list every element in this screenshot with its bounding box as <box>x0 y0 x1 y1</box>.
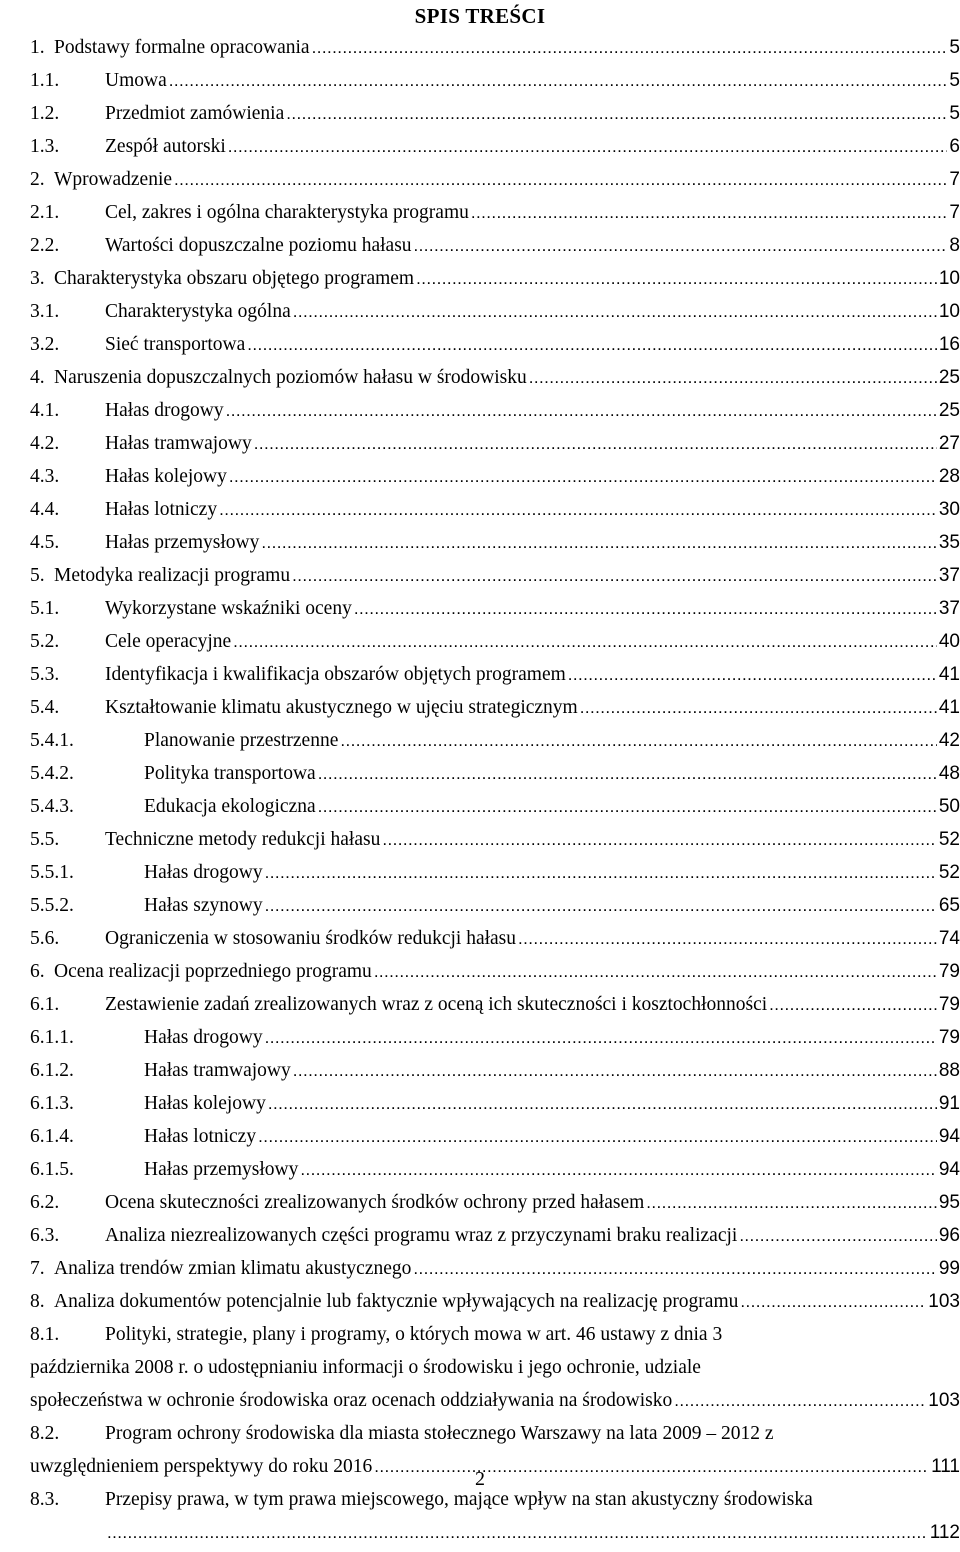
toc-entry[interactable] <box>30 826 960 859</box>
toc-entry-number: 5.3. <box>30 664 60 685</box>
toc-entry-title: października 2008 r. o udostępnianiu informacji o środowisku i jego ochronie, udziale <box>30 1357 701 1378</box>
toc-entry-title: Analiza trendów zmian klimatu akustycznego <box>54 1258 412 1279</box>
toc-entry-title: uwzględnieniem perspektywy do roku 2016 <box>30 1456 373 1477</box>
toc-entry-number: 4.1. <box>30 400 60 421</box>
toc-entry-page: 94 <box>938 1159 960 1180</box>
toc-entry-number: 5.5.2. <box>30 895 74 916</box>
toc-entry-body <box>105 133 960 161</box>
toc-entry-body <box>144 727 960 755</box>
toc-entry[interactable] <box>30 1420 960 1453</box>
toc-entry[interactable] <box>30 1288 960 1321</box>
dot-leader <box>292 562 937 590</box>
toc-entry-continuation <box>30 1354 960 1387</box>
toc-entry-page: 5 <box>949 103 960 124</box>
toc-entry-body <box>105 67 960 95</box>
toc-entry-page: 52 <box>938 829 960 850</box>
toc-entry-number: 1.3. <box>30 136 60 157</box>
toc-entry-page: 27 <box>938 433 960 454</box>
toc-entry-body <box>105 496 960 524</box>
toc-entry-title: Hałas szynowy <box>144 895 263 916</box>
dot-leader <box>265 1024 937 1052</box>
toc-entry-number: 6.3. <box>30 1225 60 1246</box>
toc-entry-number: 5.4.3. <box>30 796 74 817</box>
toc-entry-body <box>105 991 960 1019</box>
toc-entry-number: 5.2. <box>30 631 60 652</box>
toc-entry-page: 25 <box>938 367 960 388</box>
dot-leader <box>318 760 937 788</box>
toc-entry-title: Techniczne metody redukcji hałasu <box>105 829 381 850</box>
toc-entry-title: Umowa <box>105 70 167 91</box>
toc-entry-title: Hałas przemysłowy <box>144 1159 299 1180</box>
toc-entry-number: 2.2. <box>30 235 60 256</box>
toc-entry-body <box>54 1288 960 1316</box>
toc-entry-title: Cele operacyjne <box>105 631 232 652</box>
toc-entry-number: 6.1. <box>30 994 60 1015</box>
dot-leader <box>580 694 937 722</box>
toc-entry-page: 103 <box>928 1390 960 1411</box>
toc-entry-body <box>105 1420 960 1448</box>
toc-entry-body <box>144 1123 960 1151</box>
toc-entry-page: 16 <box>938 334 960 355</box>
toc-entry[interactable] <box>30 628 960 661</box>
toc-entry-title: Hałas kolejowy <box>144 1093 266 1114</box>
toc-entry-page: 5 <box>949 37 960 58</box>
toc-entry-title: Ocena skuteczności zrealizowanych środków ochrony przed hałasem <box>105 1192 645 1213</box>
toc-entry-body <box>144 1024 960 1052</box>
toc-entry[interactable] <box>30 34 960 67</box>
toc-entry-title: Hałas tramwajowy <box>105 433 252 454</box>
dot-leader <box>293 298 937 326</box>
toc-entry-body <box>54 34 960 62</box>
toc-entry-body <box>105 694 960 722</box>
toc-entry-body <box>105 430 960 458</box>
toc-entry-page: 99 <box>938 1258 960 1279</box>
toc-entry-page: 42 <box>938 730 960 751</box>
toc-entry[interactable] <box>30 793 960 826</box>
toc-entry[interactable] <box>30 232 960 265</box>
toc-entry-number: 2. <box>30 169 45 190</box>
dot-leader <box>739 1222 937 1250</box>
page-number: 2 <box>475 1468 485 1490</box>
toc-entry-title: Hałas kolejowy <box>105 466 227 487</box>
toc-entry-title: Metodyka realizacji programu <box>54 565 291 586</box>
toc-entry-title: Podstawy formalne opracowania <box>54 37 310 58</box>
toc-entry-page: 6 <box>949 136 960 157</box>
toc-entry-body <box>105 199 960 227</box>
toc-entry-number: 5.4.1. <box>30 730 74 751</box>
toc-entry-page: 79 <box>938 961 960 982</box>
toc-entry-page: 41 <box>938 697 960 718</box>
toc-entry-title: Hałas lotniczy <box>144 1126 257 1147</box>
toc-entry-title: Ocena realizacji poprzedniego programu <box>54 961 372 982</box>
toc-entry-page: 41 <box>938 664 960 685</box>
toc-entry-body <box>54 265 960 293</box>
toc-entry[interactable] <box>30 529 960 562</box>
toc-entry-body <box>54 958 960 986</box>
toc-entry-page: 74 <box>938 928 960 949</box>
toc-entry-title: Charakterystyka obszaru objętego programem <box>54 268 415 289</box>
toc-entry-page: 65 <box>938 895 960 916</box>
toc-entry[interactable] <box>30 331 960 364</box>
toc-entry-number: 5.1. <box>30 598 60 619</box>
dot-leader <box>261 529 937 557</box>
toc-entry-page: 35 <box>938 532 960 553</box>
toc-entry-number: 5. <box>30 565 45 586</box>
toc-entry[interactable] <box>30 298 960 331</box>
toc-entry-body <box>144 1090 960 1118</box>
dot-leader <box>382 826 937 854</box>
toc-entry-title: Cel, zakres i ogólna charakterystyka programu <box>105 202 469 223</box>
toc-entry-body <box>144 1156 960 1184</box>
toc-entry-number: 5.6. <box>30 928 60 949</box>
toc-entry-page: 40 <box>938 631 960 652</box>
toc-entry[interactable] <box>30 925 960 958</box>
dot-leader <box>646 1189 937 1217</box>
toc-entry-page: 103 <box>928 1291 960 1312</box>
dot-leader <box>226 397 937 425</box>
toc-entry[interactable] <box>30 1321 960 1354</box>
toc-entry-title: Hałas drogowy <box>144 862 263 883</box>
toc-entry-title: społeczeństwa w ochronie środowiska oraz ocenach oddziaływania na środowisko <box>30 1390 673 1411</box>
toc-entry-number: 6.1.3. <box>30 1093 74 1114</box>
toc-entry[interactable] <box>30 463 960 496</box>
toc-entry[interactable] <box>30 133 960 166</box>
toc-entry-body <box>105 463 960 491</box>
toc-entry-page: 10 <box>938 268 960 289</box>
toc-entry-body <box>105 595 960 623</box>
toc-entry-page: 79 <box>938 1027 960 1048</box>
toc-entry-page: 50 <box>938 796 960 817</box>
toc-entry[interactable] <box>30 67 960 100</box>
toc-entry-title: Polityki, strategie, plany i programy, o których mowa w art. 46 ustawy z dnia 3 <box>105 1324 723 1345</box>
toc-entry-number: 6. <box>30 961 45 982</box>
toc-entry-page: 91 <box>938 1093 960 1114</box>
toc-entry-number: 5.4. <box>30 697 60 718</box>
toc-entry-title: Wprowadzenie <box>54 169 173 190</box>
toc-entry-number: 8.3. <box>30 1489 60 1510</box>
toc-entry[interactable] <box>30 1222 960 1255</box>
dot-leader <box>312 34 948 62</box>
toc-entry[interactable] <box>30 562 960 595</box>
toc-entry-number: 4.2. <box>30 433 60 454</box>
toc-entry-number: 1.2. <box>30 103 60 124</box>
toc-entry-page: 94 <box>938 1126 960 1147</box>
dot-leader <box>374 958 937 986</box>
toc-entry[interactable] <box>30 1090 960 1123</box>
toc-entry[interactable] <box>30 199 960 232</box>
toc-entry-body <box>105 100 960 128</box>
dot-leader <box>354 595 937 623</box>
toc-entry-number: 5.4.2. <box>30 763 74 784</box>
toc-entry-title: Wartości dopuszczalne poziomu hałasu <box>105 235 412 256</box>
toc-entry[interactable] <box>30 166 960 199</box>
toc-entry-body <box>105 1222 960 1250</box>
toc-entry-title: Charakterystyka ogólna <box>105 301 291 322</box>
toc-entry-body <box>105 628 960 656</box>
toc-entry[interactable] <box>30 859 960 892</box>
toc-entry-body <box>105 661 960 689</box>
toc-entry-number: 7. <box>30 1258 45 1279</box>
toc-entry-body <box>54 562 960 590</box>
toc-entry-page: 10 <box>938 301 960 322</box>
dot-leader <box>233 628 937 656</box>
toc-entry-page: 96 <box>938 1225 960 1246</box>
toc-entry-body <box>105 826 960 854</box>
toc-entry[interactable] <box>30 1123 960 1156</box>
toc-entry-title: Analiza dokumentów potencjalnie lub faktycznie wpływających na realizację programu <box>54 1291 739 1312</box>
toc-entry[interactable] <box>30 760 960 793</box>
toc-entry-page: 111 <box>931 1456 960 1477</box>
toc-entry-page: 112 <box>929 1522 960 1543</box>
dot-leader <box>293 1057 937 1085</box>
toc-entry-number: 1.1. <box>30 70 60 91</box>
toc-entry-number: 2.1. <box>30 202 60 223</box>
dot-leader <box>300 1156 937 1184</box>
toc-entry-number: 6.1.4. <box>30 1126 74 1147</box>
toc-entry[interactable] <box>30 991 960 1024</box>
toc-entry-number: 8.2. <box>30 1423 60 1444</box>
toc-entry-title: Przedmiot zamówienia <box>105 103 285 124</box>
toc-entry-title: Zestawienie zadań zrealizowanych wraz z oceną ich skuteczności i kosztochłonności <box>105 994 768 1015</box>
toc-entry-page: 79 <box>938 994 960 1015</box>
toc-entry-title: Ograniczenia w stosowaniu środków redukcji hałasu <box>105 928 517 949</box>
dot-leader <box>340 727 936 755</box>
toc-entry-page: 37 <box>938 598 960 619</box>
toc-entry-number: 1. <box>30 37 45 58</box>
toc-entry[interactable] <box>30 1024 960 1057</box>
toc-entry[interactable] <box>30 430 960 463</box>
toc-entry[interactable] <box>30 595 960 628</box>
toc-entry-body <box>54 166 960 194</box>
dot-leader <box>229 463 937 491</box>
dot-leader <box>219 496 937 524</box>
dot-leader <box>518 925 937 953</box>
toc-entry[interactable] <box>30 397 960 430</box>
toc-entry[interactable] <box>30 892 960 925</box>
toc-entry-number: 3. <box>30 268 45 289</box>
toc-entry-title: Hałas drogowy <box>144 1027 263 1048</box>
toc-entry-number: 4.4. <box>30 499 60 520</box>
dot-leader <box>268 1090 937 1118</box>
toc-entry-title: Program ochrony środowiska dla miasta stołecznego Warszawy na lata 2009 – 2012 z <box>105 1423 774 1444</box>
toc-entry-number: 6.1.2. <box>30 1060 74 1081</box>
toc-entry-page: 5 <box>949 70 960 91</box>
toc-entry[interactable] <box>30 694 960 727</box>
toc-entry-number: 4.3. <box>30 466 60 487</box>
toc-entry-number: 3.2. <box>30 334 60 355</box>
toc-entry-body <box>105 1321 960 1349</box>
toc-entry-number: 5.5.1. <box>30 862 74 883</box>
toc-entry-title: Zespół autorski <box>105 136 226 157</box>
toc-entry-body <box>105 1189 960 1217</box>
dot-leader <box>568 661 937 689</box>
toc-entry[interactable] <box>30 1057 960 1090</box>
dot-leader <box>740 1288 926 1316</box>
dot-leader <box>169 67 948 95</box>
toc-entry-body <box>54 364 960 392</box>
dot-leader <box>258 1123 937 1151</box>
toc-entry[interactable] <box>30 100 960 133</box>
toc-entry-title: Przepisy prawa, w tym prawa miejscowego, mające wpływ na stan akustyczny środowiska <box>105 1489 813 1510</box>
toc-entry-body <box>144 760 960 788</box>
toc-entry-title: Analiza niezrealizowanych części programu wraz z przyczynami braku realizacji <box>105 1225 738 1246</box>
dot-leader <box>254 430 937 458</box>
toc-entry-page: 8 <box>949 235 960 256</box>
dot-leader <box>471 199 948 227</box>
toc-entry-title: Wykorzystane wskaźniki oceny <box>105 598 352 619</box>
dot-leader <box>416 265 937 293</box>
toc-entry-body <box>105 925 960 953</box>
toc-entry-title: Hałas przemysłowy <box>105 532 260 553</box>
toc-entry-body <box>105 298 960 326</box>
toc-entry-title: Naruszenia dopuszczalnych poziomów hałasu w środowisku <box>54 367 527 388</box>
dot-leader <box>529 364 937 392</box>
dot-leader <box>265 859 937 887</box>
toc-entry-number: 3.1. <box>30 301 60 322</box>
toc-entry[interactable] <box>30 1156 960 1189</box>
toc-entry-page: 28 <box>938 466 960 487</box>
toc-entry-title: Kształtowanie klimatu akustycznego w ujęciu strategicznym <box>105 697 578 718</box>
dot-leader <box>769 991 937 1019</box>
toc-entry-number: 5.5. <box>30 829 60 850</box>
toc-entry-number: 6.1.5. <box>30 1159 74 1180</box>
toc-entry[interactable] <box>30 364 960 397</box>
dot-leader <box>228 133 948 161</box>
toc-entry-title: Hałas drogowy <box>105 400 224 421</box>
toc-entry-number: 8.1. <box>30 1324 60 1345</box>
toc-entry-number: 6.2. <box>30 1192 60 1213</box>
dot-leader <box>107 1519 928 1552</box>
toc-entry[interactable] <box>30 727 960 760</box>
toc-entry-body <box>144 892 960 920</box>
toc-entry-continuation <box>105 1519 960 1552</box>
toc-entry-title: Identyfikacja i kwalifikacja obszarów objętych programem <box>105 664 566 685</box>
toc-entry-page: 88 <box>938 1060 960 1081</box>
dot-leader <box>286 100 947 128</box>
toc-entry[interactable] <box>30 496 960 529</box>
toc-entry-body <box>144 859 960 887</box>
toc-title: SPIS TREŚCI <box>414 4 546 28</box>
toc-entry-title: Planowanie przestrzenne <box>144 730 339 751</box>
table-of-contents <box>30 34 960 1552</box>
toc-entry-title: Hałas tramwajowy <box>144 1060 291 1081</box>
toc-entry-body <box>105 529 960 557</box>
toc-entry-page: 37 <box>938 565 960 586</box>
toc-entry[interactable] <box>30 958 960 991</box>
toc-entry-body <box>54 1255 960 1283</box>
toc-entry[interactable] <box>30 1189 960 1222</box>
toc-entry-number: 8. <box>30 1291 45 1312</box>
toc-entry-body <box>144 793 960 821</box>
toc-entry-page: 95 <box>938 1192 960 1213</box>
dot-leader <box>247 331 937 359</box>
toc-entry-page: 48 <box>938 763 960 784</box>
toc-entry[interactable] <box>30 661 960 694</box>
toc-entry-title: Polityka transportowa <box>144 763 316 784</box>
toc-entry-body <box>105 232 960 260</box>
toc-entry-page: 52 <box>938 862 960 883</box>
toc-entry-title: Sieć transportowa <box>105 334 246 355</box>
dot-leader <box>414 232 948 260</box>
toc-entry-title: Hałas lotniczy <box>105 499 218 520</box>
toc-entry-number: 4. <box>30 367 45 388</box>
toc-entry-page: 30 <box>938 499 960 520</box>
toc-entry-body <box>105 331 960 359</box>
toc-entry[interactable] <box>30 1255 960 1288</box>
toc-entry-page: 7 <box>949 202 960 223</box>
toc-entry-page: 7 <box>949 169 960 190</box>
dot-leader <box>674 1387 926 1420</box>
toc-entry-title: Edukacja ekologiczna <box>144 796 316 817</box>
toc-entry-body <box>105 397 960 425</box>
toc-entry[interactable] <box>30 265 960 298</box>
toc-entry-number: 4.5. <box>30 532 60 553</box>
toc-entry-continuation <box>30 1387 960 1420</box>
dot-leader <box>318 793 937 821</box>
dot-leader <box>413 1255 936 1283</box>
toc-entry-body <box>144 1057 960 1085</box>
dot-leader <box>174 166 947 194</box>
toc-entry-page: 25 <box>938 400 960 421</box>
dot-leader <box>265 892 937 920</box>
toc-entry-number: 6.1.1. <box>30 1027 74 1048</box>
